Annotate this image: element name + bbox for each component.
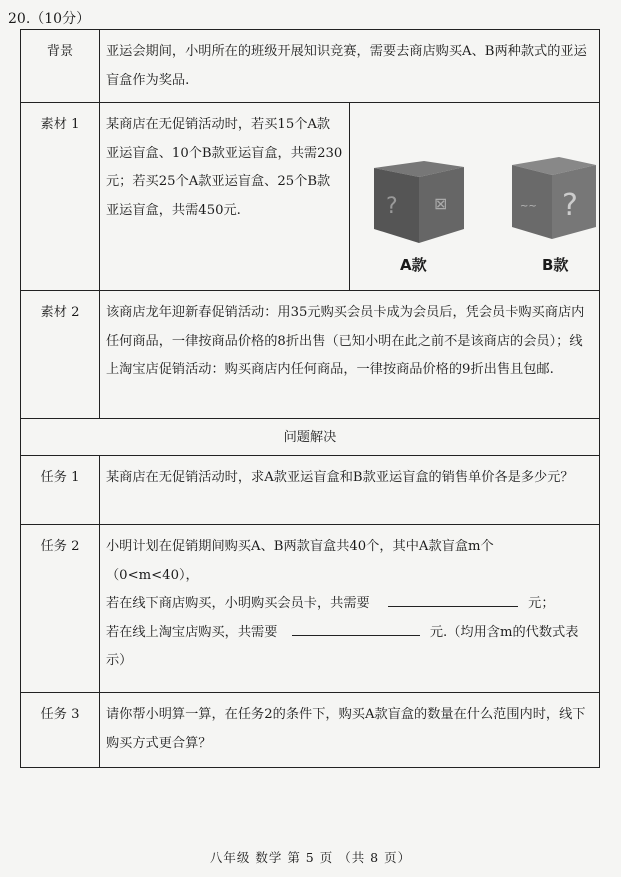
- task2-line3: [106, 590, 593, 619]
- task3-row: [21, 693, 600, 768]
- caption-a: A款: [400, 256, 427, 274]
- material1-row: [21, 103, 600, 291]
- task2-line4: [106, 619, 593, 676]
- task2-line4-post: 元.（均用含m的代数式表示）: [106, 624, 579, 668]
- online-answer-blank[interactable]: [292, 619, 420, 636]
- task2-content: [100, 525, 600, 693]
- task2-label: 任务 2: [21, 525, 100, 693]
- task2-row: [21, 525, 600, 693]
- header-row: [21, 419, 600, 456]
- task2-line3-post: 元；: [528, 596, 555, 611]
- material2-row: [21, 291, 600, 419]
- task2-line1: 小明计划在促销期间购买A、B两款盲盒共40个，其中A款盲盒m个: [106, 539, 494, 554]
- question-number: 20.（10分）: [8, 11, 91, 27]
- material2-text: 该商店龙年迎新春促销活动：用35元购买会员卡成为会员后，凭会员卡购买商店内任何商品，一律按商品价格的8折出售（已知小明在此之前不是该商店的会员）；线上淘宝店促销活动：购买商店内任何商品，一律按商品价格的9折出售且包邮.: [100, 291, 600, 419]
- task3-label: 任务 3: [21, 693, 100, 768]
- offline-answer-blank[interactable]: [388, 590, 518, 607]
- problem-solving-header: 问题解决: [21, 419, 600, 456]
- page-footer: 八年级 数学 第 5 页 （共 8 页）: [209, 850, 412, 865]
- box-b-image: [504, 143, 604, 243]
- svg-text:⊠: ⊠: [434, 194, 448, 213]
- material1-text: 某商店在无促销活动时，若买15个A款亚运盲盒、10个B款亚运盲盒，共需230元；若买25个A款亚运盲盒、25个B款亚运盲盒，共需450元.: [100, 103, 350, 291]
- box-a-image: [364, 143, 474, 243]
- material1-label: 素材 1: [21, 103, 100, 291]
- svg-text:?: ?: [562, 188, 578, 223]
- task2-line3-pre: 若在线下商店购买，小明购买会员卡，共需要: [106, 596, 370, 611]
- background-row: [21, 30, 600, 103]
- material2-label: 素材 2: [21, 291, 100, 419]
- task2-line2: （0<m<40），: [106, 567, 199, 583]
- task2-line4-pre: 若在线上淘宝店购买，共需要: [106, 624, 278, 640]
- material1-image-cell: [350, 103, 600, 291]
- task1-text: 某商店在无促销活动时，求A款亚运盲盒和B款亚运盲盒的销售单价各是多少元？: [100, 456, 600, 525]
- task1-row: [21, 456, 600, 525]
- svg-text:~~: ~~: [520, 201, 537, 212]
- caption-b: B款: [542, 256, 569, 274]
- problem-table: [20, 29, 600, 768]
- task1-label: 任务 1: [21, 456, 100, 525]
- task3-text: 请你帮小明算一算，在任务2的条件下，购买A款盲盒的数量在什么范围内时，线下购买方式更合算？: [100, 693, 600, 768]
- svg-text:?: ?: [386, 194, 398, 219]
- background-label: 背景: [21, 30, 100, 103]
- background-text: 亚运会期间，小明所在的班级开展知识竞赛，需要去商店购买A、B两种款式的亚运盲盒作为奖品.: [100, 30, 600, 103]
